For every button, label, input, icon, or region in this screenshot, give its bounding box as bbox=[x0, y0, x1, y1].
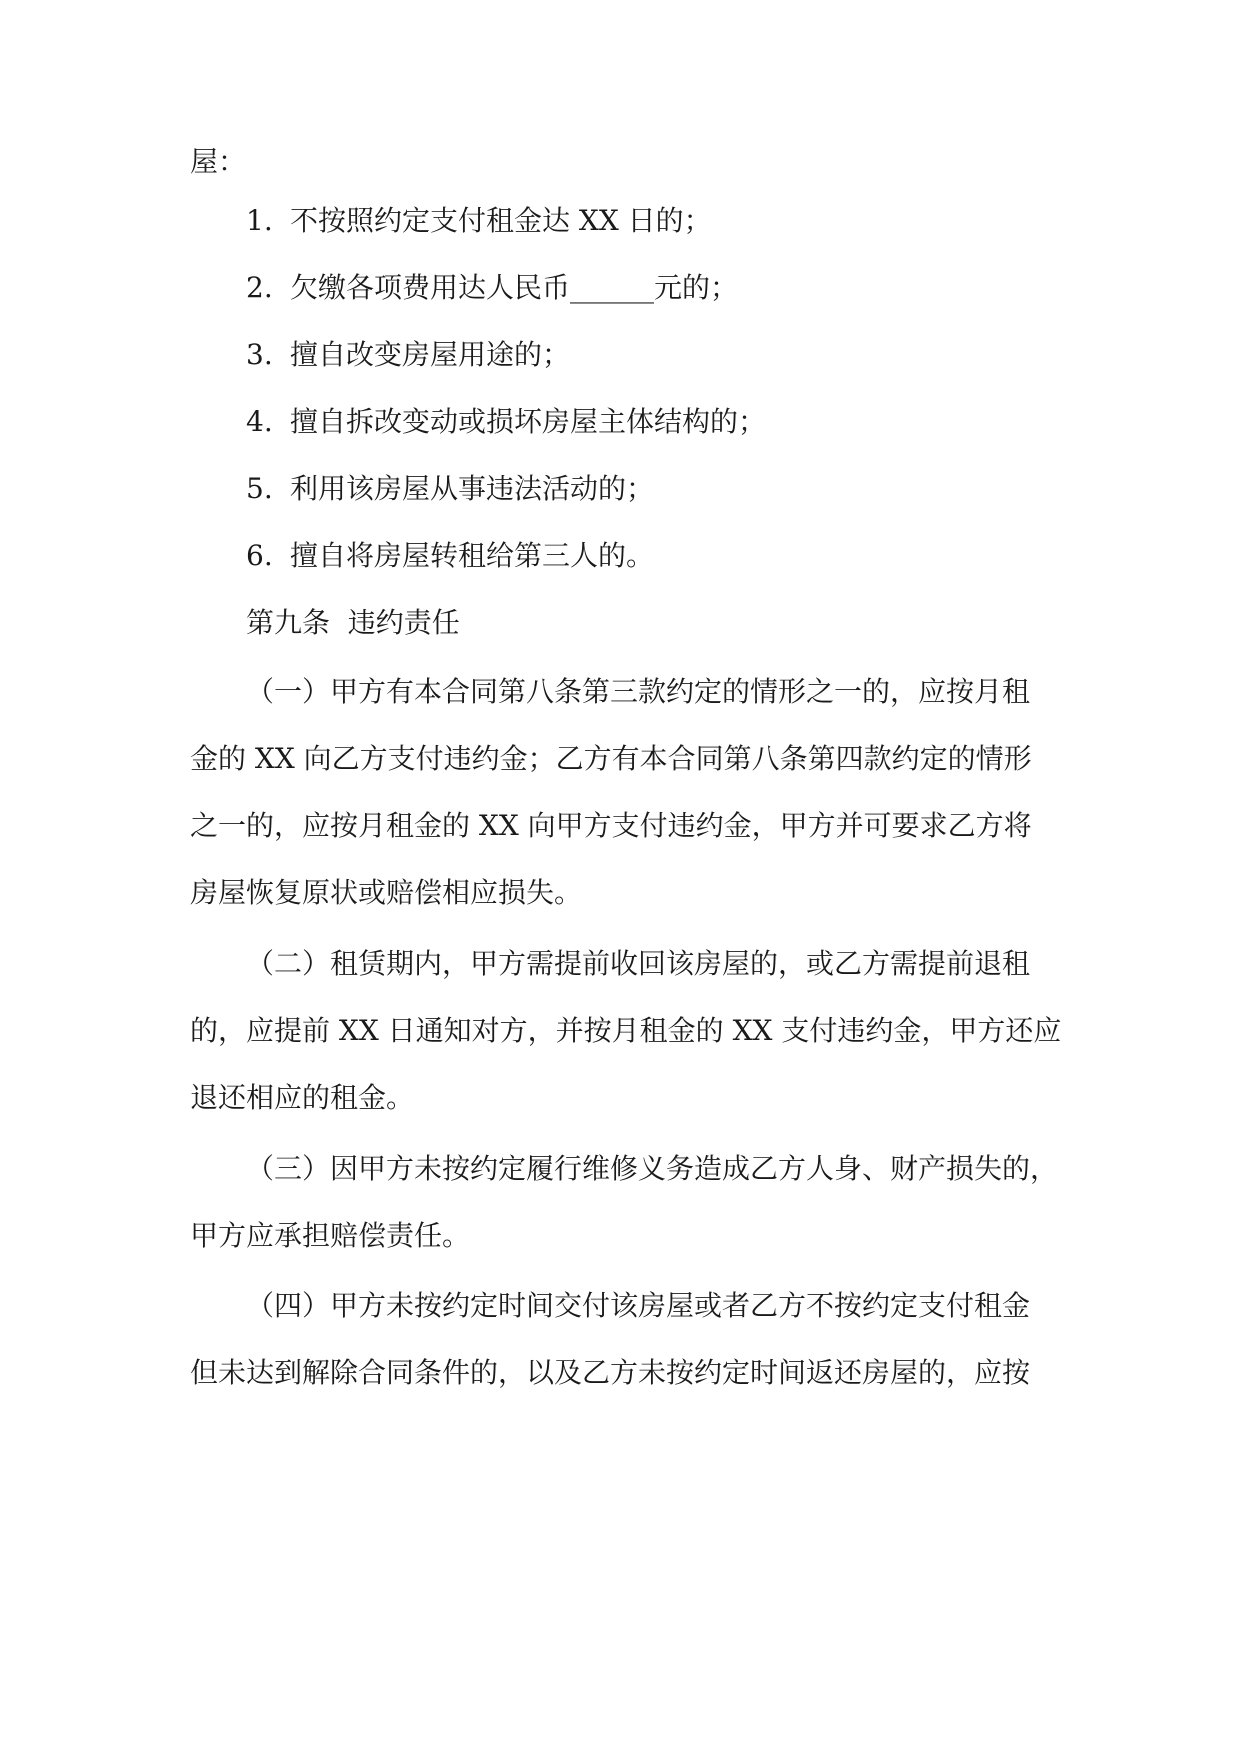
paragraph-line bbox=[190, 737, 1032, 781]
line-text: 但未达到解除合同条件的，以及乙方未按约定时间返还房屋的，应按 bbox=[190, 1356, 1031, 1389]
list-item bbox=[246, 400, 766, 444]
line-text: （一）甲方有本合同第八条第三款约定的情形之一的，应按月租 bbox=[246, 675, 1031, 708]
list-item-text: 欠缴各项费用达人民币______元的； bbox=[290, 271, 739, 304]
line-text: 房屋恢复原状或赔偿相应损失。 bbox=[190, 876, 583, 909]
list-number: 3. bbox=[246, 338, 273, 371]
list-item-text: 利用该房屋从事违法活动的； bbox=[290, 472, 655, 505]
paragraph-line bbox=[246, 942, 1030, 986]
list-item-text: 不按照约定支付租金达 XX 日的； bbox=[290, 204, 712, 237]
list-item-text: 擅自改变房屋用途的； bbox=[290, 338, 571, 371]
paragraph-line bbox=[190, 1009, 1061, 1053]
paragraph-line bbox=[246, 1284, 1030, 1328]
paragraph-line bbox=[190, 1076, 414, 1120]
list-number: 6. bbox=[246, 539, 273, 572]
paragraph-line bbox=[190, 140, 246, 184]
paragraph-line bbox=[246, 670, 1030, 714]
paragraph-line bbox=[190, 1351, 1030, 1395]
paragraph-line bbox=[246, 1147, 1058, 1191]
list-item bbox=[246, 534, 654, 578]
line-text: 退还相应的租金。 bbox=[190, 1081, 415, 1114]
paragraph-line bbox=[190, 871, 582, 915]
section-heading bbox=[246, 601, 460, 645]
line-text: 金的 XX 向乙方支付违约金；乙方有本合同第八条第四款约定的情形 bbox=[190, 742, 1032, 775]
list-item bbox=[246, 467, 654, 511]
line-text: 屋： bbox=[190, 145, 247, 178]
list-item-text: 擅自将房屋转租给第三人的。 bbox=[290, 539, 655, 572]
line-text: 之一的，应按月租金的 XX 向甲方支付违约金，甲方并可要求乙方将 bbox=[190, 809, 1032, 842]
line-text: （四）甲方未按约定时间交付该房屋或者乙方不按约定支付租金 bbox=[246, 1289, 1031, 1322]
paragraph-line bbox=[190, 804, 1032, 848]
line-text: 甲方应承担赔偿责任。 bbox=[190, 1219, 471, 1252]
list-item bbox=[246, 333, 570, 377]
line-text: （三）因甲方未按约定履行维修义务造成乙方人身、财产损失的， bbox=[246, 1152, 1059, 1185]
list-item-text: 擅自拆改变动或损坏房屋主体结构的； bbox=[290, 405, 767, 438]
list-number: 2. bbox=[246, 271, 273, 304]
list-number: 5. bbox=[246, 472, 273, 505]
line-text: （二）租赁期内，甲方需提前收回该房屋的，或乙方需提前退租 bbox=[246, 947, 1031, 980]
list-item bbox=[246, 199, 712, 243]
list-item bbox=[246, 266, 738, 310]
heading-text: 第九条 违约责任 bbox=[246, 606, 460, 639]
paragraph-line bbox=[190, 1214, 470, 1258]
list-number: 1. bbox=[246, 204, 273, 237]
list-number: 4. bbox=[246, 405, 273, 438]
line-text: 的，应提前 XX 日通知对方，并按月租金的 XX 支付违约金，甲方还应 bbox=[190, 1014, 1062, 1047]
